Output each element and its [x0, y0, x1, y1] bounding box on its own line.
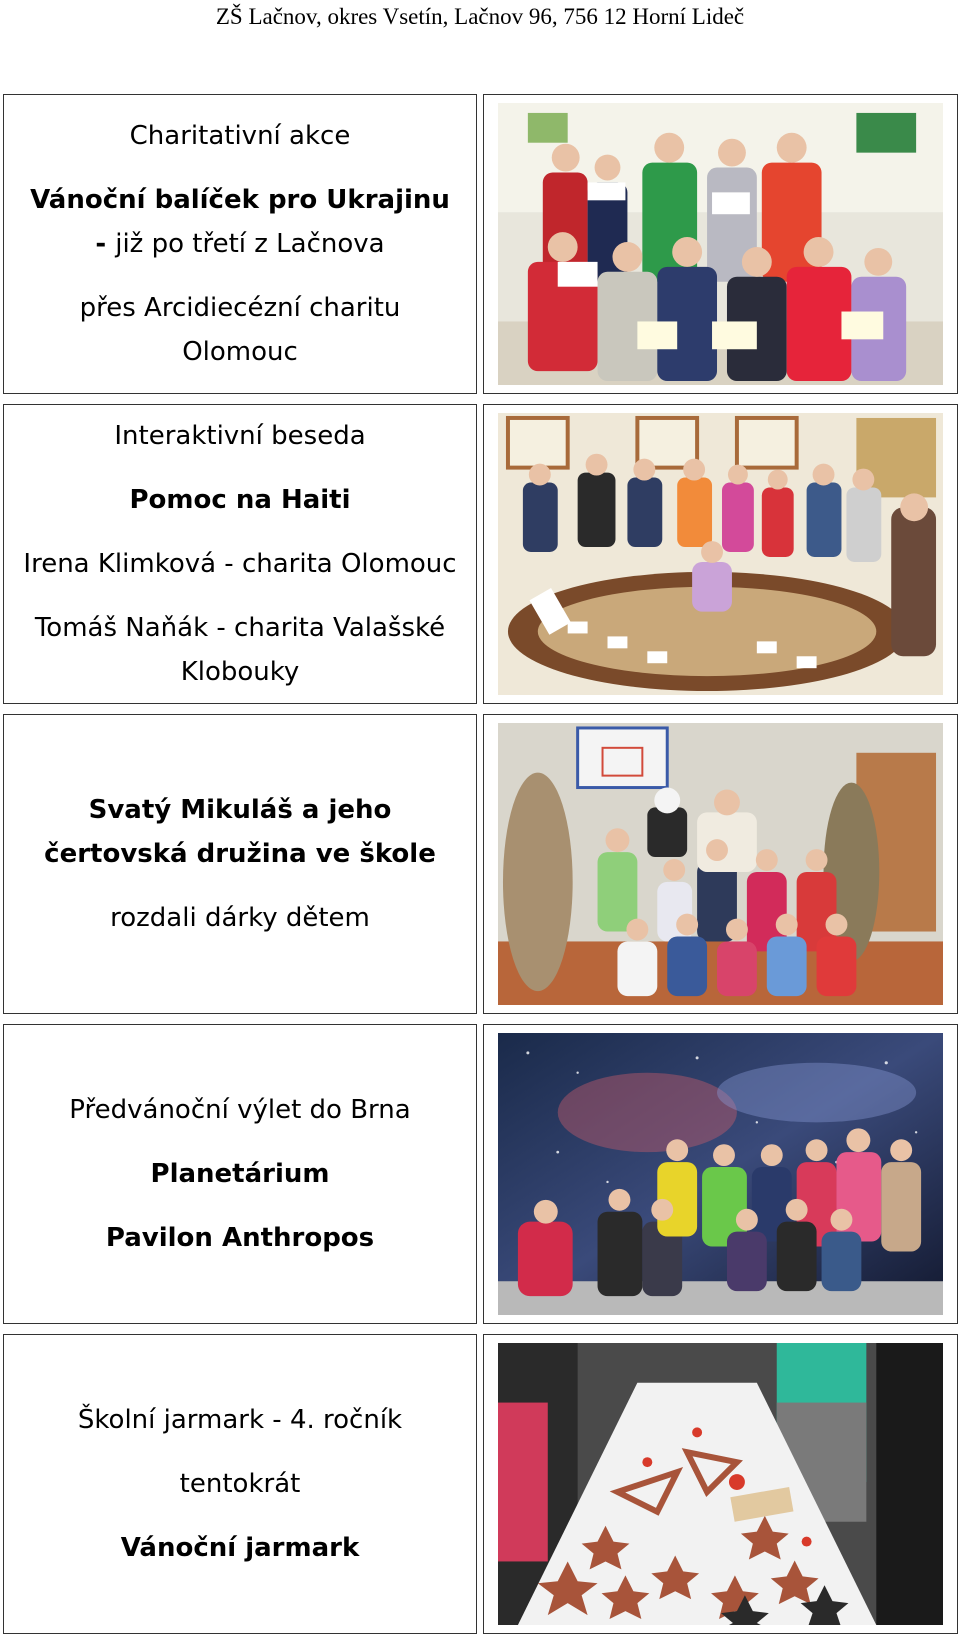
- event-line: Irena Klimková - charita Olomouc: [23, 549, 457, 579]
- event-line-suffix: již po třetí z Lačnova: [115, 229, 385, 259]
- event-description: [3, 1334, 477, 1634]
- event-row: [3, 714, 958, 1016]
- gym-mikulas-photo: [483, 714, 958, 1014]
- classroom-circle-photo: [483, 404, 958, 704]
- page-header: ZŠ Lačnov, okres Vsetín, Lačnov 96, 756 12 Horní Lideč: [215, 4, 745, 29]
- event-title: Svatý Mikuláš a jeho čertovská družina ve škole: [44, 795, 436, 869]
- event-row: [3, 1334, 958, 1636]
- event-line: tentokrát: [179, 1469, 301, 1499]
- event-description: [3, 404, 477, 704]
- event-line: Interaktivní beseda: [114, 421, 366, 451]
- event-title: Vánoční balíček pro Ukrajinu -: [30, 185, 450, 259]
- event-line: [22, 178, 458, 266]
- event-line: Školní jarmark - 4. ročník: [77, 1405, 403, 1435]
- event-row: [3, 94, 958, 396]
- event-title: Pomoc na Haiti: [129, 485, 351, 515]
- children-with-cards-photo: [483, 94, 958, 394]
- christmas-market-photo: [483, 1334, 958, 1634]
- event-description: [3, 714, 477, 1014]
- event-line: Charitativní akce: [129, 121, 351, 151]
- event-row: [3, 404, 958, 706]
- event-line: Předvánoční výlet do Brna: [69, 1095, 411, 1125]
- event-description: [3, 1024, 477, 1324]
- planetarium-group-photo: [483, 1024, 958, 1324]
- event-title: Vánoční jarmark: [120, 1533, 360, 1563]
- event-line: přes Arcidiecézní charitu Olomouc: [79, 293, 401, 367]
- event-title: Planetárium: [150, 1159, 330, 1189]
- event-line: rozdali dárky dětem: [110, 903, 370, 933]
- event-title: Pavilon Anthropos: [105, 1223, 375, 1253]
- events-table: [3, 94, 958, 1644]
- event-row: [3, 1024, 958, 1326]
- event-line: Tomáš Naňák - charita Valašské Klobouky: [34, 613, 446, 687]
- event-description: [3, 94, 477, 394]
